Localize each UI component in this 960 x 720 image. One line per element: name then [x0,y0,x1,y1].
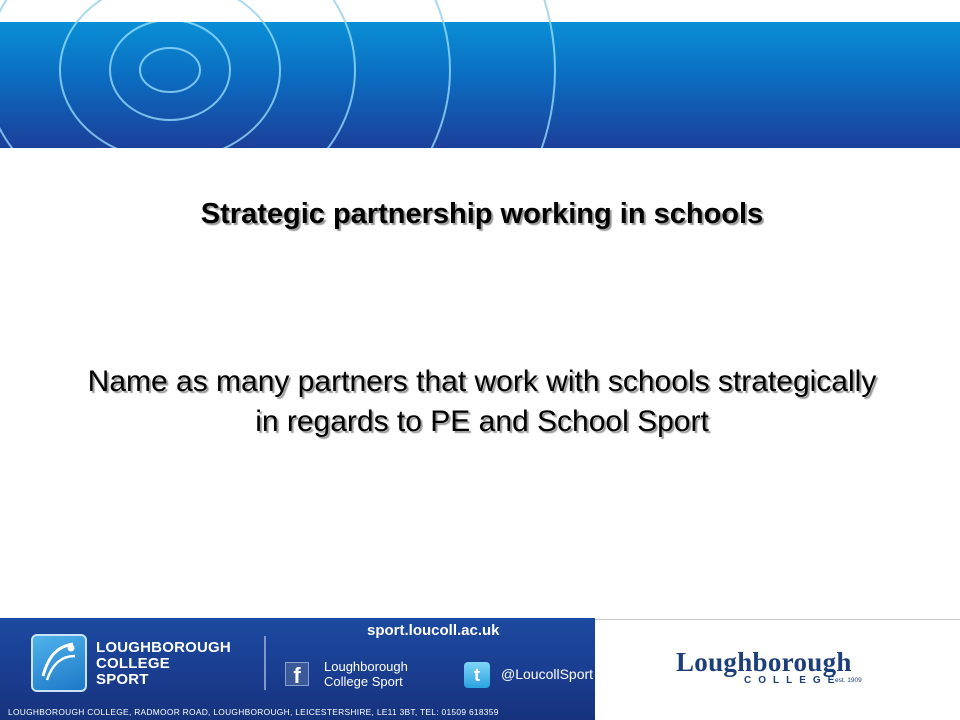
twitter-handle[interactable]: @LoucollSport [501,666,594,682]
footer-divider-line [595,619,960,620]
footer-vertical-divider [264,636,266,690]
brand-line-3: SPORT [96,671,149,688]
facebook-label[interactable] [324,659,408,689]
header-banner [0,22,960,148]
brand-line-1: LOUGHBOROUGH [96,639,231,656]
loughborough-logo-college: COLLEGE [744,675,842,686]
college-sport-name [96,640,231,688]
slide-title: Strategic partnership working in schools [200,198,764,230]
twitter-icon[interactable]: t [464,662,490,688]
college-sport-badge-icon [31,634,87,692]
slide-body-text: Name as many partners that work with schools strategically in regards to PE and School Sport [87,365,877,438]
loughborough-logo-est: est. 1909 [835,677,862,684]
brand-line-2: COLLEGE [96,655,170,672]
facebook-line-2: College Sport [324,674,403,689]
footer-address: LOUGHBOROUGH COLLEGE, RADMOOR ROAD, LOUGHBOROUGH, LEICESTERSHIRE, LE11 3BT, TEL: 01509 618359 [8,707,499,717]
facebook-line-1: Loughborough [324,659,408,674]
arcs-above-banner [0,0,960,22]
footer-url-link[interactable]: sport.loucoll.ac.uk [367,622,500,639]
facebook-icon[interactable]: f [285,662,309,686]
footer-panel [0,618,595,720]
loughborough-logo-word: Loughborough [676,647,852,677]
concentric-arcs [0,22,960,148]
